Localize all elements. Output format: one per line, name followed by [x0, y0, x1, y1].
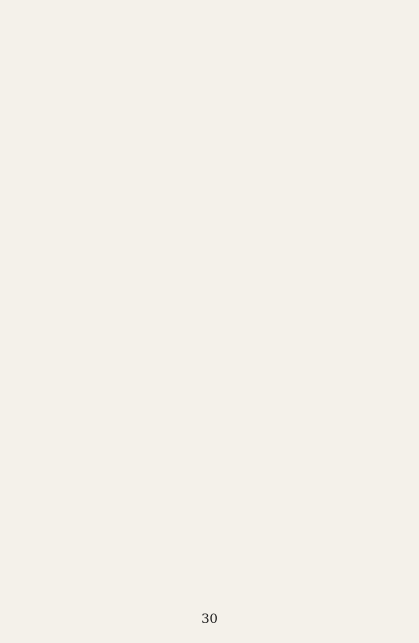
page-number: 30 [201, 612, 218, 627]
body-text-area [30, 14, 389, 607]
